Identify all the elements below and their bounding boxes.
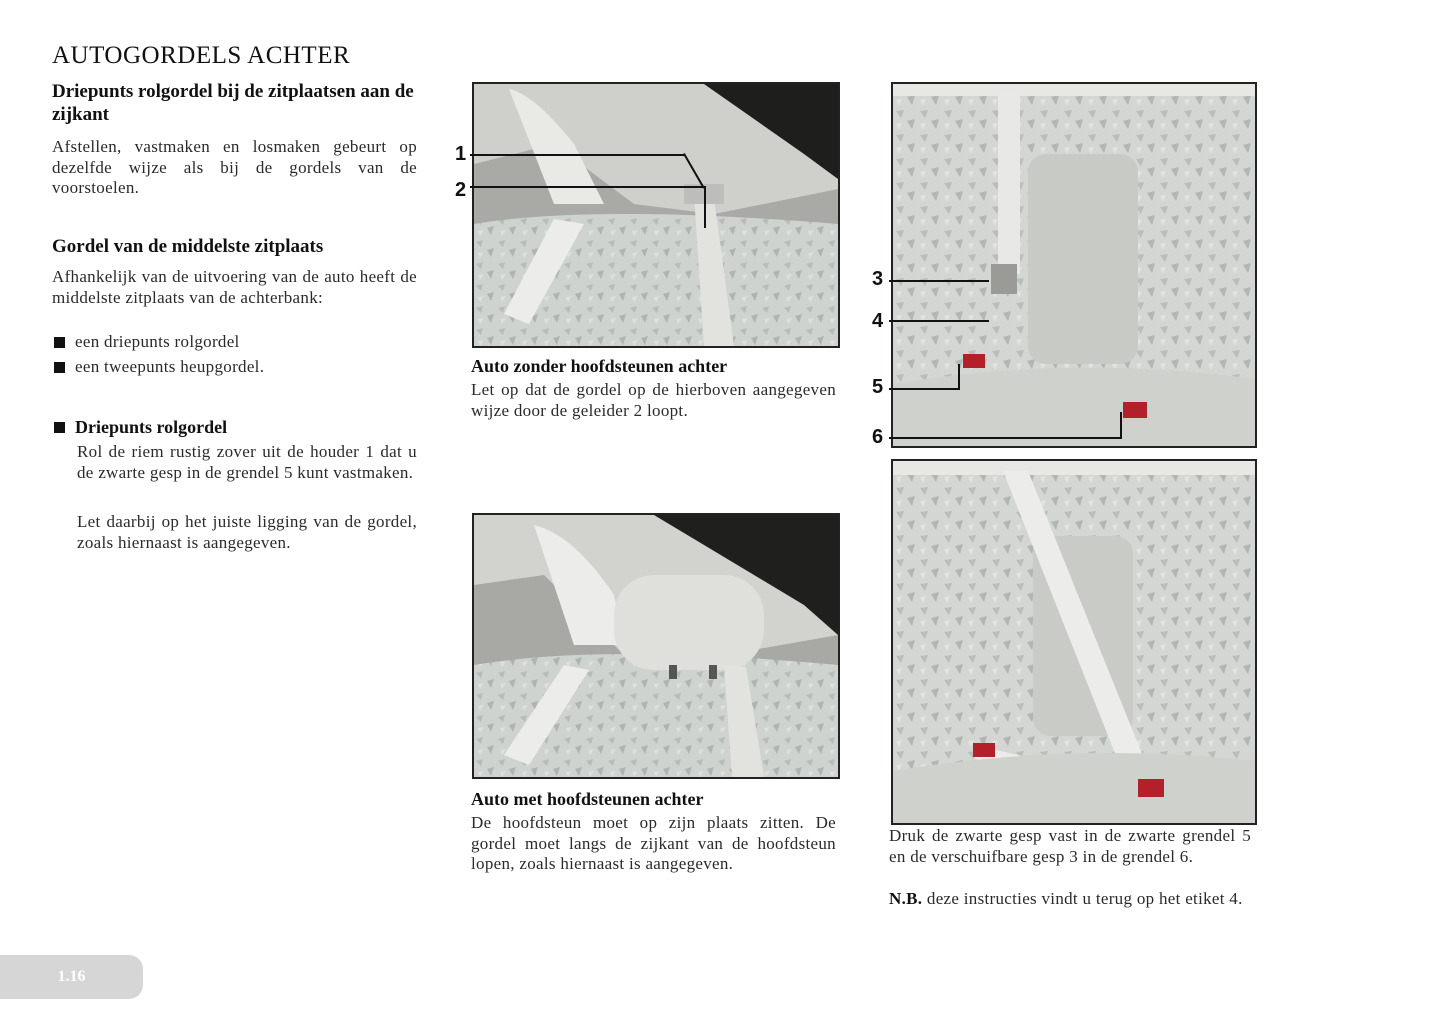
caption-title-with-headrest: Auto met hoofdsteunen achter [471, 789, 704, 809]
caption-buckle-instructions: Druk de zwarte gesp vast in de zwarte grendel 5 en de verschuifbare gesp 3 in de grendel 6. [889, 826, 1251, 866]
callout-6-leader [889, 437, 1121, 439]
callout-4: 4 [872, 310, 884, 332]
bullet-square-icon [54, 337, 65, 348]
callout-1-leader [470, 154, 685, 156]
photo-middle-belt-unbuckled-illustration [893, 84, 1255, 446]
callout-2-leader-vertical [704, 186, 706, 228]
callout-2-leader [470, 186, 705, 188]
caption-text-with-headrest: De hoofdsteun moet op zijn plaats zitten. De gordel moet langs de zijkant van de hoofdsteun lopen, zoals hiernaast is aangegeven. [471, 813, 836, 873]
callout-5-leader-vertical [958, 364, 960, 390]
photo-without-headrest [472, 82, 840, 348]
subheading-row [52, 416, 422, 439]
caption-text-without-headrest: Let op dat de gordel op de hierboven aangegeven wijze door de geleider 2 loopt. [471, 380, 836, 420]
photo-middle-belt-unbuckled [891, 82, 1257, 448]
paragraph-rolgordel-1: Rol de riem rustig zover uit de houder 1 dat u de zwarte gesp in de grendel 5 kunt vastmaken. [77, 442, 417, 482]
callout-5-leader [889, 388, 959, 390]
callout-4-leader [889, 320, 989, 322]
callout-6: 6 [872, 426, 884, 448]
caption-title-without-headrest: Auto zonder hoofdsteunen achter [471, 356, 728, 376]
bullet-square-icon [54, 422, 65, 433]
callout-3: 3 [872, 268, 884, 290]
note-row [889, 887, 1251, 910]
paragraph-rolgordel-2: Let daarbij op het juiste ligging van de gordel, zoals hiernaast is aangegeven. [77, 512, 417, 552]
callout-1: 1 [455, 143, 467, 165]
heading-middle-seat: Gordel van de middelste zitplaats [52, 236, 324, 257]
paragraph-side-seats: Afstellen, vastmaken en losmaken gebeurt op dezelfde wijze als bij de gordels van de voorstoelen. [52, 137, 417, 197]
bullet-text: een driepunts rolgordel [75, 332, 240, 351]
photo-without-headrest-illustration [474, 84, 838, 346]
callout-6-leader-vertical [1120, 412, 1122, 439]
photo-middle-belt-buckled [891, 459, 1257, 825]
note-text: deze instructies vindt u terug op het etiket 4. [926, 889, 1243, 908]
callout-5: 5 [872, 376, 884, 398]
callout-2: 2 [455, 179, 467, 201]
bullet-item [52, 357, 422, 378]
heading-side-seats: Driepunts rolgordel bij de zitplaatsen aan de zijkant [52, 81, 414, 125]
page-number-tab [0, 955, 143, 999]
bullet-item [52, 332, 422, 353]
paragraph-middle-seat: Afhankelijk van de uitvoering van de auto heeft de middelste zitplaats van de achterbank: [52, 267, 417, 307]
bullet-square-icon [54, 362, 65, 373]
callout-3-leader [889, 280, 989, 282]
photo-middle-belt-buckled-illustration [893, 461, 1255, 823]
page-number: 1.16 [57, 968, 86, 985]
bullet-text: een tweepunts heupgordel. [75, 357, 265, 376]
subheading-rolgordel: Driepunts rolgordel [75, 417, 228, 437]
photo-with-headrest [472, 513, 840, 779]
page-title: AUTOGORDELS ACHTER [52, 42, 351, 69]
note-label: N.B. [889, 889, 923, 908]
photo-with-headrest-illustration [474, 515, 838, 777]
